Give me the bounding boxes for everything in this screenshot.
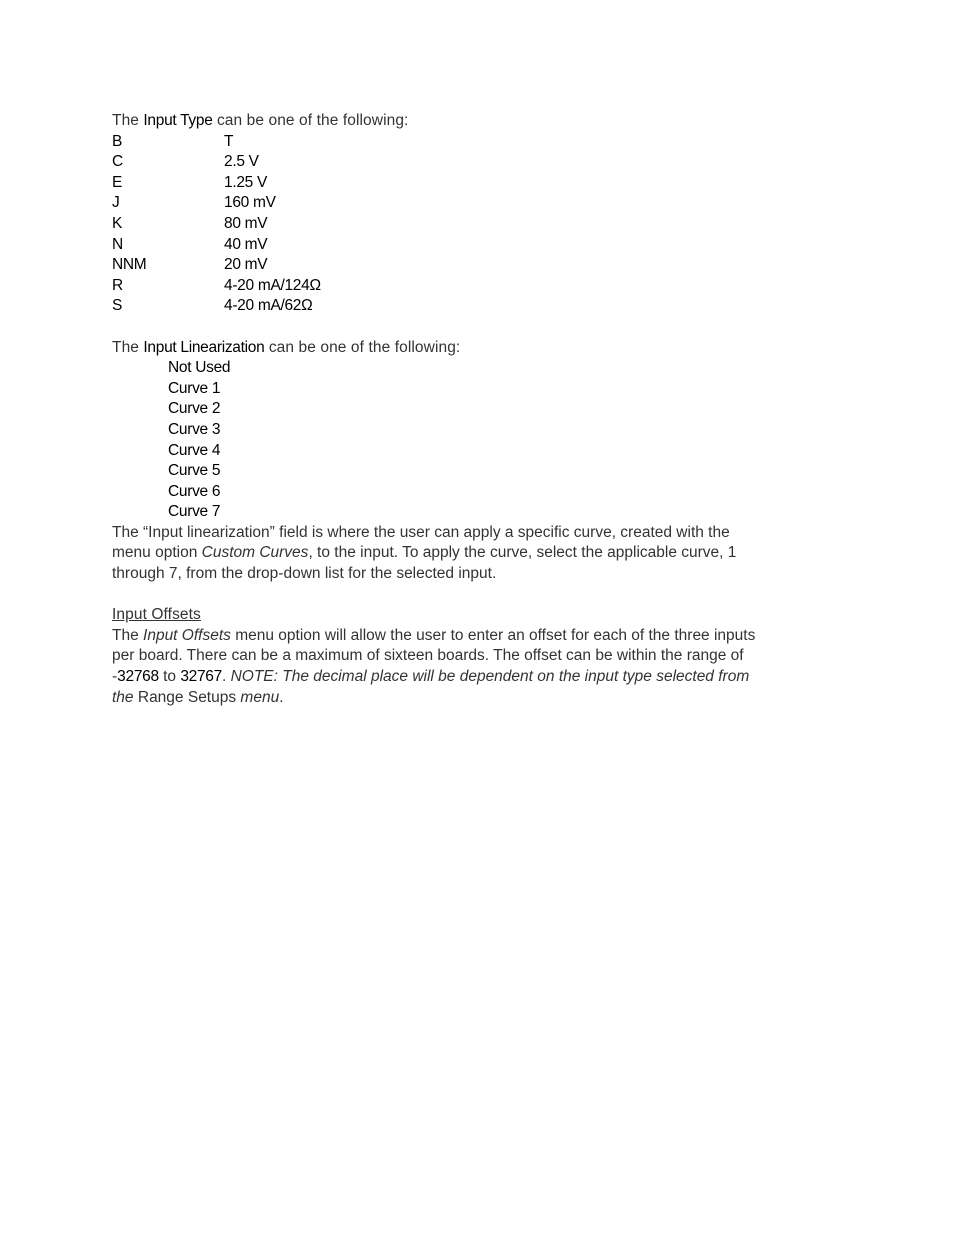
- section-heading: Input Offsets: [112, 606, 201, 624]
- thermocouple-type: N: [112, 235, 123, 253]
- input-range: 40 mV: [224, 235, 268, 253]
- note-text: NOTE: The decimal place will be dependent on the input type selected from: [230, 668, 750, 686]
- input-type-row: [112, 255, 842, 276]
- note-text: menu: [240, 688, 280, 706]
- list-item: Curve 1: [168, 379, 221, 397]
- text-line: [112, 667, 837, 688]
- thermocouple-type: C: [112, 153, 123, 171]
- spacer: [112, 585, 842, 606]
- input-type-row: [112, 132, 842, 153]
- input-type-row: [112, 214, 842, 235]
- list-item: Not Used: [168, 359, 231, 377]
- input-linearization-intro: [112, 338, 842, 359]
- input-range: 1.25 V: [224, 173, 268, 191]
- input-type-row: [112, 193, 842, 214]
- input-offsets-description: [112, 626, 837, 708]
- list-item: Curve 3: [168, 420, 221, 438]
- linearization-options-list: [112, 358, 842, 523]
- note-text: the: [112, 688, 134, 706]
- thermocouple-type: E: [112, 173, 123, 191]
- input-type-term: Input Type: [143, 112, 213, 129]
- intro-suffix: can be one of the following:: [264, 338, 461, 356]
- list-item: Curve 7: [168, 503, 221, 521]
- input-offsets-term: Input Offsets: [143, 626, 231, 644]
- intro-prefix: The: [112, 338, 144, 356]
- text-line: through 7, from the drop-down list for the selected input.: [112, 565, 497, 583]
- range-setups-term: Range Setups: [133, 688, 241, 706]
- input-range: 4-20 mA/124Ω: [224, 276, 321, 294]
- thermocouple-type: K: [112, 214, 123, 232]
- custom-curves-term: Custom Curves: [201, 544, 309, 562]
- text-run: The: [112, 626, 144, 644]
- text-run: menu option: [112, 544, 202, 562]
- text-run: to: [158, 668, 181, 686]
- text-run: -: [112, 668, 118, 686]
- thermocouple-type: NNM: [112, 256, 147, 274]
- intro-prefix: The: [112, 112, 144, 129]
- intro-suffix: can be one of the following:: [212, 112, 409, 129]
- text-line: per board. There can be a maximum of sixteen boards. The offset can be within the range of: [112, 647, 744, 665]
- input-type-list: [112, 132, 842, 317]
- linearization-description: [112, 523, 837, 585]
- text-run: menu option will allow the user to enter an offset for each of the three inputs: [230, 626, 756, 644]
- list-item: Curve 5: [168, 462, 221, 480]
- input-type-row: [112, 276, 842, 297]
- input-type-row: [112, 296, 842, 317]
- thermocouple-type: S: [112, 297, 123, 315]
- text-run: .: [279, 688, 284, 706]
- text-line: [112, 688, 837, 709]
- input-type-intro: [112, 111, 842, 132]
- input-range: 4-20 mA/62Ω: [224, 297, 313, 315]
- text-line: [112, 626, 837, 647]
- thermocouple-type: J: [112, 194, 120, 212]
- list-item: Curve 6: [168, 482, 221, 500]
- list-item: Curve 2: [168, 400, 221, 418]
- input-linearization-term: Input Linearization: [143, 338, 265, 356]
- text-run: , to the input. To apply the curve, select the applicable curve, 1: [308, 544, 737, 562]
- spacer: [112, 317, 842, 338]
- text-line: The “Input linearization” field is where the user can apply a specific curve, created with the: [112, 523, 730, 541]
- thermocouple-type: B: [112, 132, 123, 150]
- input-type-row: [112, 173, 842, 194]
- text-run: .: [221, 668, 231, 686]
- input-range: 2.5 V: [224, 153, 259, 171]
- input-range: 160 mV: [224, 194, 276, 212]
- input-type-row: [112, 152, 842, 173]
- list-item: Curve 4: [168, 441, 221, 459]
- thermocouple-type: R: [112, 276, 123, 294]
- input-range: 80 mV: [224, 214, 268, 232]
- range-min-value: 32768: [117, 668, 159, 686]
- text-line: [112, 543, 837, 564]
- page-content: [112, 111, 842, 708]
- input-range: T: [224, 132, 234, 150]
- range-max-value: 32767: [180, 668, 222, 686]
- input-range: 20 mV: [224, 256, 268, 274]
- input-type-row: [112, 235, 842, 256]
